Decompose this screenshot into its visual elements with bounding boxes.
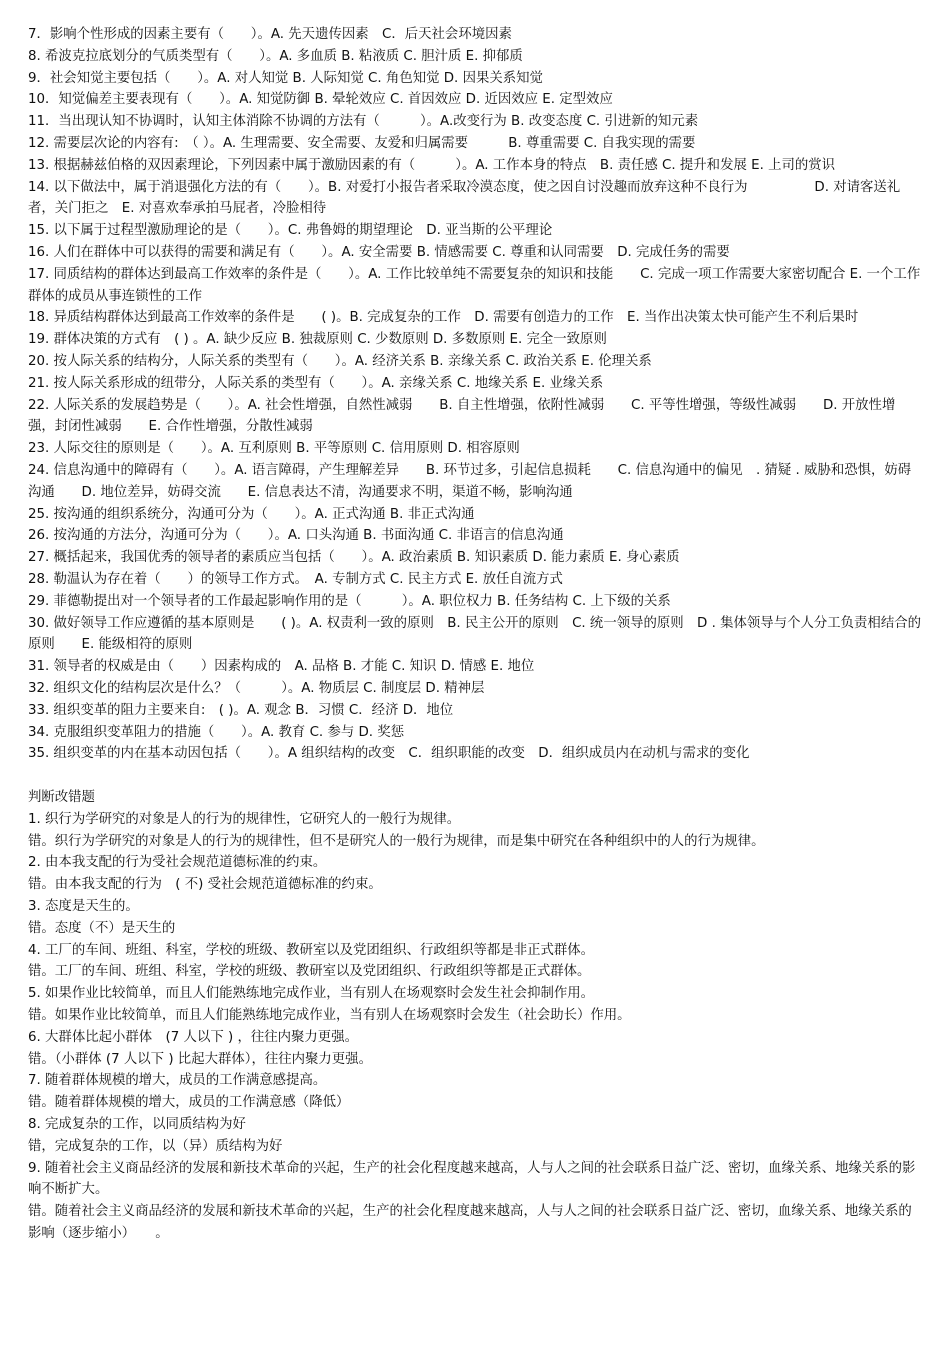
question-12: 12. 需要层次论的内容有: （ ）。A. 生理需要、安全需要、友爱和归属需要 B. 尊重需要 C. 自我实现的需要 [28,135,696,151]
judgment-list [28,809,922,1245]
question-25: 25. 按沟通的组织系统分，沟通可分为（ ）。A. 正式沟通 B. 非正式沟通 [28,506,475,522]
judgment-answer-8: 错，完成复杂的工作，以（异）质结构为好 [28,1138,283,1154]
question-17: 17. 同质结构的群体达到最高工作效率的条件是（ ）。A. 工作比较单纯不需要复杂的知识和技能 C. 完成一项工作需要大家密切配合 E. 一个工作群体的成员从事连锁性的工作 [28,266,921,304]
question-32: 32. 组织文化的结构层次是什么？（ ）。A. 物质层 C. 制度层 D. 精神层 [28,680,485,696]
question-30: 30. 做好领导工作应遵循的基本原则是 ( )。A. 权责利一致的原则 B. 民主公开的原则 C. 统一领导的原则 D . 集体领导与个人分工负责相结合的原则 E. 能级相符的原则 [28,615,921,653]
question-9: 9．社会知觉主要包括（ ）。A. 对人知觉 B. 人际知觉 C. 角色知觉 D. 因果关系知觉 [28,70,543,86]
judgment-statement-4: 4. 工厂的车间、班组、科室，学校的班级、教研室以及党团组织、行政组织等都是非正式群体。 [28,942,595,958]
question-18: 18. 异质结构群体达到最高工作效率的条件是 ( )。B. 完成复杂的工作 D. 需要有创造力的工作 E. 当作出决策太快可能产生不利后果时 [28,310,859,326]
judgment-answer-1: 错。织行为学研究的对象是人的行为的规律性，但不是研究人的一般行为规律，而是集中研究在各种组织中的人的行为规律。 [28,833,765,849]
judgment-answer-4: 错。工厂的车间、班组、科室，学校的班级、教研室以及党团组织、行政组织等都是正式群体。 [28,964,591,980]
question-15: 15. 以下属于过程型激励理论的是（ ）。C. 弗鲁姆的期望理论 D. 亚当斯的公平理论 [28,223,553,239]
judgment-statement-3: 3. 态度是天生的。 [28,899,139,915]
choice-question-list [28,24,922,765]
question-8: 8. 希波克拉底划分的气质类型有（ ）。A. 多血质 B. 粘液质 C. 胆汁质 E. 抑郁质 [28,48,523,64]
question-11: 11．当出现认知不协调时，认知主体消除不协调的方法有（ ）。A.改变行为 B. 改变态度 C. 引进新的知元素 [28,114,699,130]
judgment-statement-6: 6. 大群体比起小群体 (7 人以下 ) ，往往内聚力更强。 [28,1029,358,1045]
question-35: 35. 组织变革的内在基本动因包括（ ）。A 组织结构的改变 C．组织职能的改变 D．组织成员内在动机与需求的变化 [28,746,750,762]
judgment-statement-1: 1. 织行为学研究的对象是人的行为的规律性，它研究人的一般行为规律。 [28,811,461,827]
judgment-statement-8: 8. 完成复杂的工作，以同质结构为好 [28,1117,246,1133]
section-title-judgment: 判断改错题 [28,790,95,806]
judgment-answer-2: 错。由本我支配的行为 ( 不) 受社会规范道德标准的约束。 [28,877,382,893]
question-22: 22. 人际关系的发展趋势是（ ）。A. 社会性增强，自然性减弱 B. 自主性增强，依附性减弱 C. 平等性增强，等级性减弱 D. 开放性增强，封闭性减弱 E. 合作性增强，分散性减弱 [28,397,896,435]
question-29: 29. 菲德勒提出对一个领导者的工作最起影响作用的是（ ）。A. 职位权力 B. 任务结构 C. 上下级的关系 [28,593,671,609]
judgment-statement-9: 9. 随着社会主义商品经济的发展和新技术革命的兴起，生产的社会化程度越来越高，人与人之间的社会联系日益广泛、密切，血缘关系、地缘关系的影响不断扩大。 [28,1160,916,1198]
judgment-answer-9: 错。随着社会主义商品经济的发展和新技术革命的兴起，生产的社会化程度越来越高，人与人之间的社会联系日益广泛、密切，血缘关系、地缘关系的影响（逐步缩小） 。 [28,1204,912,1242]
judgment-statement-7: 7. 随着群体规模的增大，成员的工作满意感提高。 [28,1073,327,1089]
question-23: 23. 人际交往的原则是（ ）。A. 互利原则 B. 平等原则 C. 信用原则 D. 相容原则 [28,441,520,457]
judgment-answer-6: 错。（小群体 (7 人以下 ) 比起大群体），往往内聚力更强。 [28,1051,372,1067]
question-13: 13. 根据赫兹伯格的双因素理论，下列因素中属于激励因素的有（ ）。A. 工作本身的特点 B. 责任感 C. 提升和发展 E. 上司的赏识 [28,157,836,173]
judgment-answer-5: 错。如果作业比较简单，而且人们能熟练地完成作业，当有别人在场观察时会发生（社会助长）作用。 [28,1008,631,1024]
question-33: 33. 组织变革的阻力主要来自: ( )。A. 观念 B．习惯 C．经济 D．地位 [28,702,454,718]
question-27: 27. 概括起来，我国优秀的领导者的素质应当包括（ ）。A. 政治素质 B. 知识素质 D. 能力素质 E. 身心素质 [28,550,680,566]
judgment-answer-7: 错。随着群体规模的增大，成员的工作满意感（降低） [28,1095,350,1111]
question-24: 24. 信息沟通中的障碍有（ ）。A. 语言障碍，产生理解差异 B. 环节过多，引起信息损耗 C. 信息沟通中的偏见 . 猜疑 . 威胁和恐惧，妨碍沟通 D. 地位差异，妨碍交流 E. 信息表达不清，沟通要求不明，渠道不畅，影响沟通 [28,462,912,500]
judgment-answer-3: 错。态度（不）是天生的 [28,920,176,936]
judgment-statement-2: 2. 由本我支配的行为受社会规范道德标准的约束。 [28,855,327,871]
question-20: 20. 按人际关系的结构分，人际关系的类型有（ ）。A. 经济关系 B. 亲缘关系 C. 政治关系 E. 伦理关系 [28,353,652,369]
judgment-statement-5: 5. 如果作业比较简单，而且人们能熟练地完成作业，当有别人在场观察时会发生社会抑制作用。 [28,986,595,1002]
question-26: 26. 按沟通的方法分，沟通可分为（ ）。A. 口头沟通 B. 书面沟通 C. 非语言的信息沟通 [28,528,564,544]
question-7: 7．影响个性形成的因素主要有（ ）。A. 先天遗传因素 C．后天社会环境因素 [28,27,512,42]
question-10: 10．知觉偏差主要表现有（ ）。A. 知觉防御 B. 晕轮效应 C. 首因效应 D. 近因效应 E. 定型效应 [28,92,613,108]
question-28: 28. 勒温认为存在着（ ）的领导工作方式。 A. 专制方式 C. 民主方式 E. 放任自流方式 [28,571,563,587]
question-14: 14. 以下做法中，属于消退强化方法的有（ ）。B. 对爱打小报告者采取冷漠态度，使之因自讨没趣而放弃这种不良行为 D. 对请客送礼者，关门拒之 E. 对喜欢奉承拍马屁者，冷脸相待 [28,179,901,217]
question-16: 16. 人们在群体中可以获得的需要和满足有（ ）。A. 安全需要 B. 情感需要 C. 尊重和认同需要 D. 完成任务的需要 [28,244,730,260]
question-34: 34. 克服组织变革阻力的措施（ ）。A. 教育 C. 参与 D. 奖惩 [28,724,405,740]
question-31: 31. 领导者的权威是由（ ）因素构成的 A. 品格 B. 才能 C. 知识 D. 情感 E. 地位 [28,659,535,675]
question-21: 21. 按人际关系形成的纽带分，人际关系的类型有（ ）。A. 亲缘关系 C. 地缘关系 E. 业缘关系 [28,375,604,391]
question-19: 19. 群体决策的方式有 ( ) 。A. 缺少反应 B. 独裁原则 C. 少数原则 D. 多数原则 E. 完全一致原则 [28,332,607,348]
